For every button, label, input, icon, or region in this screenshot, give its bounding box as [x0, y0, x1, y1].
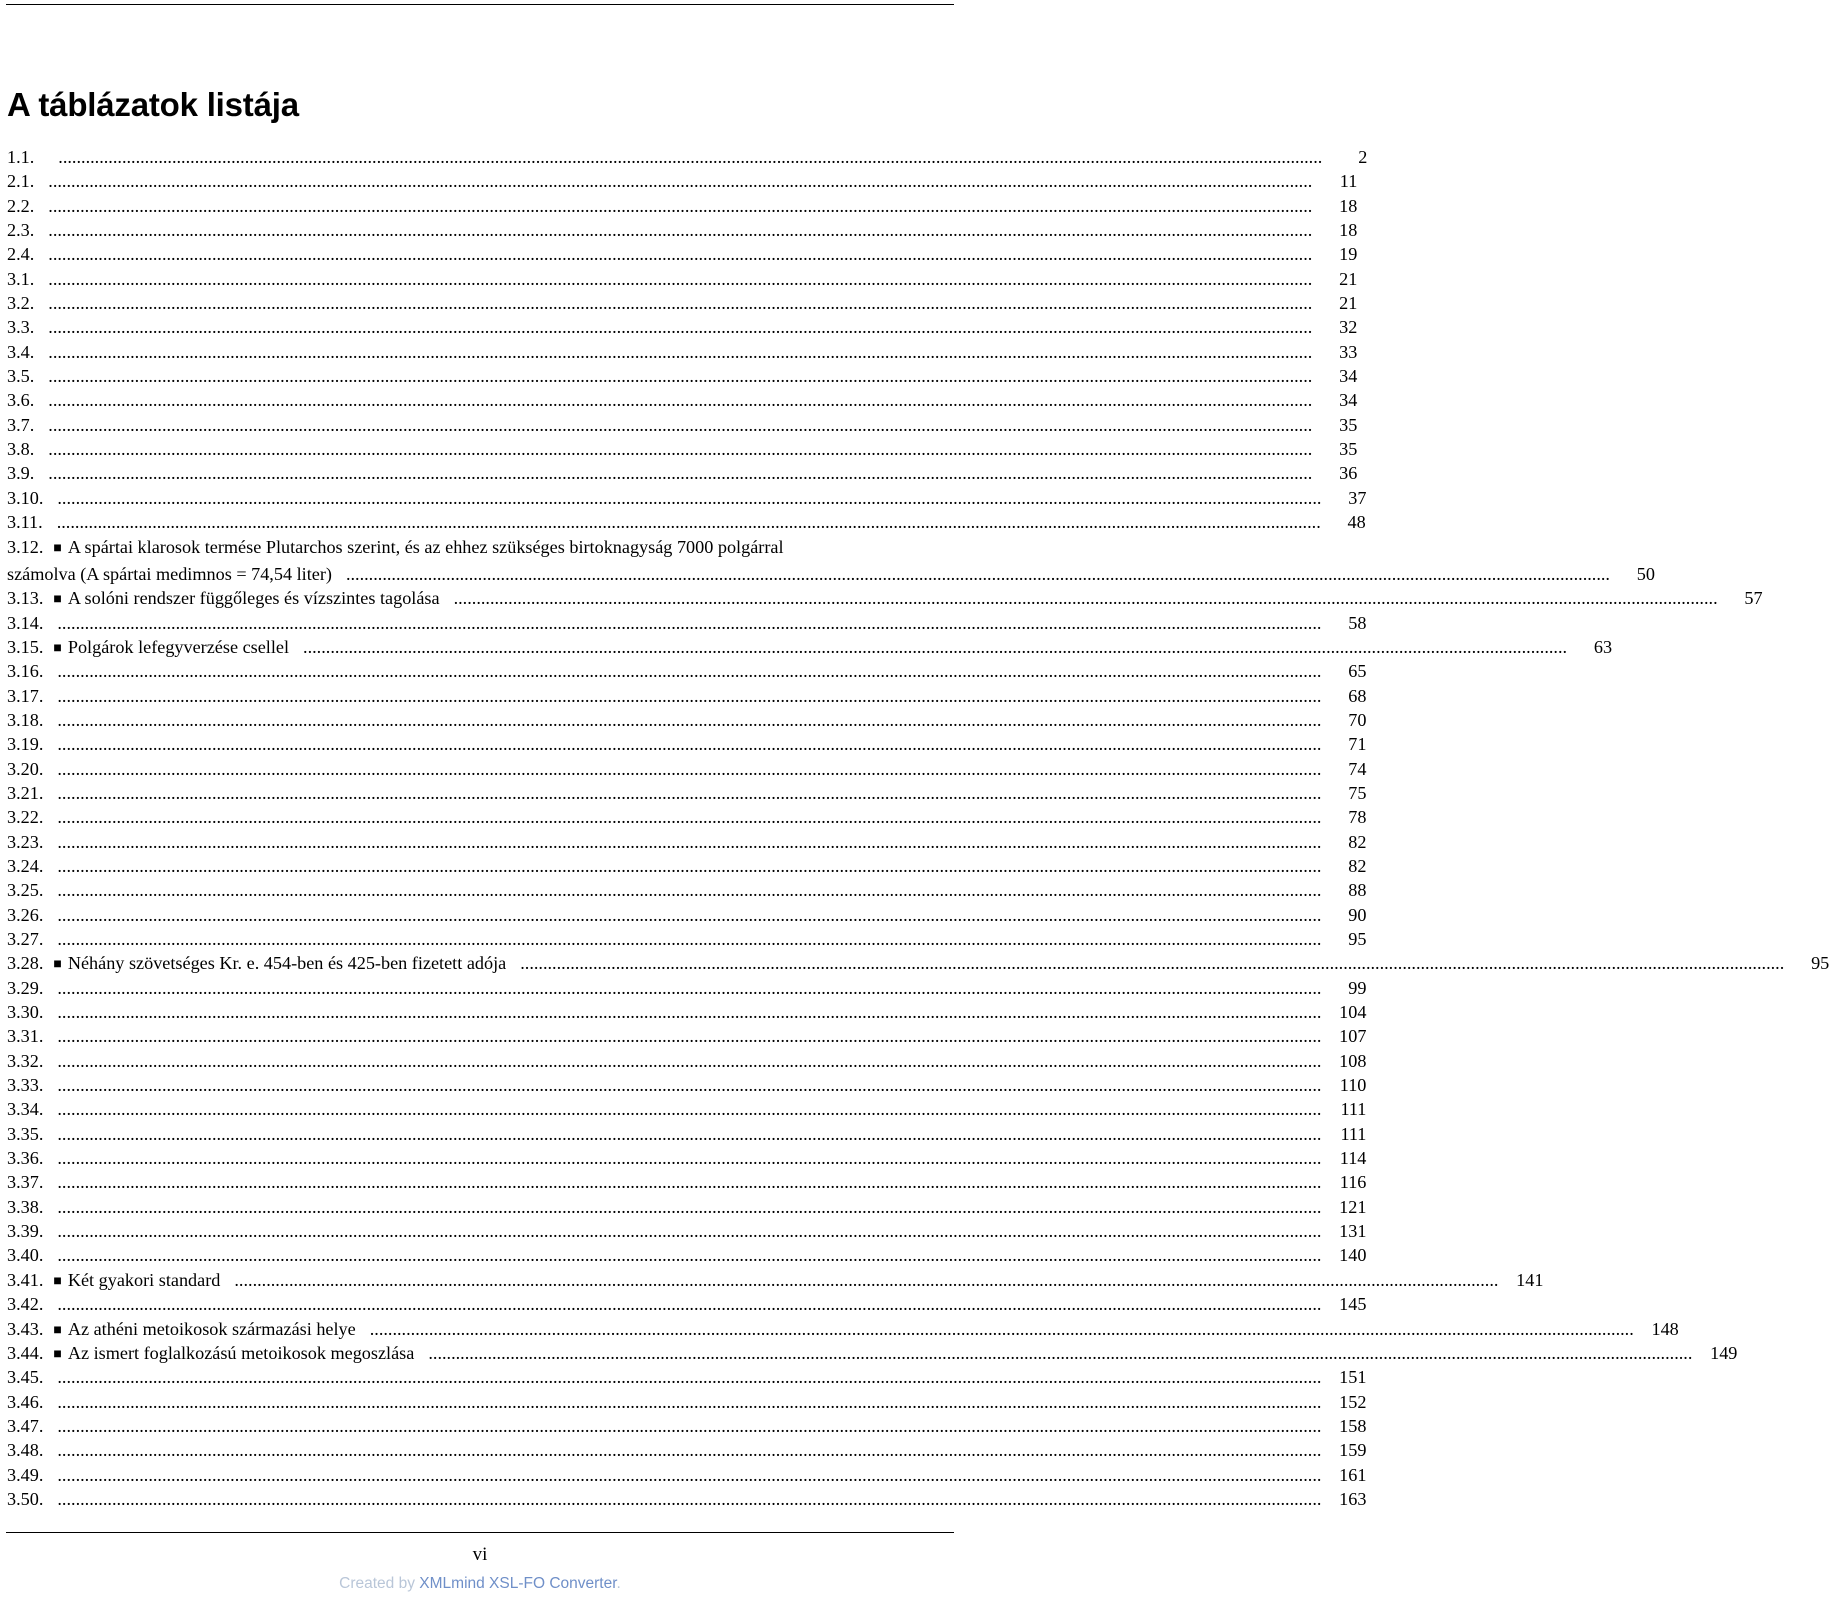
toc-entry[interactable]: [7, 586, 1763, 610]
entry-page: 90: [1348, 904, 1367, 925]
dot-leader: ......................................................................................................................................................................................................................................................................................: [48, 244, 1313, 265]
entry-page: 32: [1339, 317, 1358, 338]
entry-number: 3.37.: [7, 1172, 44, 1193]
entry-page: 34: [1339, 390, 1358, 411]
dot-leader: ......................................................................................................................................................................................................................................................................................: [345, 563, 1610, 584]
toc-entry[interactable]: [7, 635, 1613, 659]
entry-number: 3.28.: [7, 953, 44, 974]
dot-leader: ......................................................................................................................................................................................................................................................................................: [57, 880, 1322, 901]
toc-entry[interactable]: [7, 1243, 1367, 1267]
dot-leader: ......................................................................................................................................................................................................................................................................................: [57, 1391, 1322, 1412]
toc-entry[interactable]: [7, 805, 1367, 829]
entry-number: 3.22.: [7, 807, 44, 828]
entry-number: 3.32.: [7, 1050, 44, 1071]
entry-number: 3.21.: [7, 782, 44, 803]
dot-leader: ......................................................................................................................................................................................................................................................................................: [56, 512, 1321, 533]
entry-page: 111: [1340, 1123, 1367, 1144]
dot-leader: ......................................................................................................................................................................................................................................................................................: [520, 953, 1785, 974]
entry-page: 152: [1339, 1391, 1367, 1412]
footer-rule: [6, 1532, 954, 1533]
dot-leader: ......................................................................................................................................................................................................................................................................................: [57, 1123, 1322, 1144]
entry-page: 151: [1339, 1367, 1367, 1388]
toc-entry[interactable]: [7, 535, 1655, 587]
entry-number: 3.3.: [7, 317, 35, 338]
dot-leader: ......................................................................................................................................................................................................................................................................................: [57, 685, 1322, 706]
entry-page: 50: [1636, 563, 1655, 584]
entry-page: 35: [1339, 439, 1358, 460]
entry-number: 3.5.: [7, 366, 35, 387]
entry-page: 48: [1347, 512, 1366, 533]
entry-page: 2: [1358, 147, 1368, 167]
dot-leader: ......................................................................................................................................................................................................................................................................................: [48, 195, 1313, 216]
entry-page: 114: [1339, 1148, 1367, 1169]
entry-page: 88: [1348, 880, 1367, 901]
entry-number: 3.50.: [7, 1488, 44, 1509]
entry-number: 3.46.: [7, 1391, 44, 1412]
entry-number: 3.25.: [7, 880, 44, 901]
entry-page: 104: [1339, 1002, 1367, 1023]
entry-page: 63: [1593, 636, 1613, 657]
dot-leader: ......................................................................................................................................................................................................................................................................................: [57, 1148, 1322, 1169]
toc-entry[interactable]: [7, 1122, 1367, 1146]
entry-number: 2.3.: [7, 220, 35, 241]
entry-number: 3.47.: [7, 1415, 44, 1436]
entry-number: 3.18.: [7, 709, 44, 730]
toc-entry[interactable]: [7, 413, 1358, 437]
entry-number: 3.42.: [7, 1294, 44, 1315]
toc-entry[interactable]: [7, 1195, 1367, 1219]
dot-leader: ......................................................................................................................................................................................................................................................................................: [428, 1342, 1693, 1363]
entry-page: 108: [1339, 1050, 1367, 1071]
entry-number: 3.33.: [7, 1075, 44, 1096]
entry-number: 3.27.: [7, 929, 44, 949]
dot-leader: ......................................................................................................................................................................................................................................................................................: [57, 612, 1322, 633]
entry-number: 3.8.: [7, 439, 35, 460]
entry-number: 3.31.: [7, 1026, 44, 1047]
dot-leader: ......................................................................................................................................................................................................................................................................................: [57, 831, 1322, 852]
dot-leader: ......................................................................................................................................................................................................................................................................................: [57, 709, 1322, 730]
toc-entry[interactable]: [7, 1024, 1367, 1048]
entry-page: 131: [1339, 1221, 1367, 1242]
entry-caption: A spártai klarosok termése Plutarchos szerint, és az ehhez szükséges birtoknagyság 7000 polgárral: [67, 536, 784, 557]
entry-page: 159: [1339, 1440, 1367, 1461]
toc-entry[interactable]: [7, 684, 1367, 708]
dot-leader: ......................................................................................................................................................................................................................................................................................: [48, 268, 1313, 289]
entry-number: 3.44.: [7, 1342, 44, 1363]
toc-entry-first-line: [7, 535, 862, 562]
entry-number: 3.41.: [7, 1269, 44, 1290]
toc-entry[interactable]: [7, 1000, 1367, 1024]
entry-marker-icon: ■: [53, 1322, 62, 1338]
entry-number: 3.29.: [7, 977, 44, 998]
page-number: vi: [472, 1544, 488, 1565]
entry-number: 3.30.: [7, 1002, 44, 1023]
entry-page: 116: [1339, 1172, 1367, 1193]
entry-number: 2.2.: [7, 195, 35, 216]
toc-entry[interactable]: [7, 169, 1358, 193]
dot-leader: ......................................................................................................................................................................................................................................................................................: [48, 317, 1313, 338]
entry-page: 99: [1348, 977, 1367, 998]
entry-caption: A solóni rendszer függőleges és vízszintes tagolása: [67, 588, 440, 609]
toc-entry[interactable]: [7, 951, 1829, 975]
toc-entry[interactable]: [7, 903, 1367, 927]
toc-entry[interactable]: [7, 830, 1367, 854]
dot-leader: ......................................................................................................................................................................................................................................................................................: [57, 1026, 1322, 1047]
dot-leader: ......................................................................................................................................................................................................................................................................................: [57, 1488, 1322, 1509]
converter-credit: [0, 1574, 960, 1594]
dot-leader: ......................................................................................................................................................................................................................................................................................: [57, 661, 1322, 682]
toc-entry[interactable]: [7, 781, 1367, 805]
entry-number: 3.23.: [7, 831, 44, 852]
dot-leader: ......................................................................................................................................................................................................................................................................................: [57, 734, 1322, 755]
entry-number: 3.34.: [7, 1099, 44, 1120]
toc-entry[interactable]: [7, 437, 1358, 461]
entry-page: 58: [1348, 612, 1367, 633]
toc-entry[interactable]: [7, 364, 1358, 388]
toc-entry[interactable]: [7, 218, 1358, 242]
entry-page: 33: [1339, 341, 1358, 362]
entry-number: 3.7.: [7, 414, 35, 435]
entry-number: 3.24.: [7, 855, 44, 876]
credit-prefix: Created by: [339, 1575, 420, 1592]
entry-page: 36: [1339, 463, 1358, 484]
toc-entry[interactable]: [7, 927, 1367, 951]
entry-number: 3.36.: [7, 1148, 44, 1169]
dot-leader: ......................................................................................................................................................................................................................................................................................: [57, 1294, 1322, 1315]
toc-entry[interactable]: [7, 878, 1367, 902]
dot-leader: ......................................................................................................................................................................................................................................................................................: [369, 1318, 1634, 1339]
entry-number: 2.4.: [7, 244, 35, 265]
toc-entry[interactable]: [7, 1097, 1367, 1121]
dot-leader: ......................................................................................................................................................................................................................................................................................: [57, 1415, 1322, 1436]
entry-page: 145: [1339, 1294, 1367, 1315]
toc-entry[interactable]: [7, 388, 1358, 412]
toc-entry[interactable]: [7, 486, 1367, 510]
entry-number: 2.1.: [7, 171, 35, 192]
toc-entry[interactable]: [7, 757, 1367, 781]
dot-leader: ......................................................................................................................................................................................................................................................................................: [303, 636, 1568, 657]
entry-page: 82: [1348, 831, 1367, 852]
credit-product: XMLmind XSL-FO Converter: [419, 1575, 617, 1592]
toc-entry[interactable]: [7, 315, 1358, 339]
entry-caption: Polgárok lefegyverzése csellel: [67, 636, 290, 657]
entry-number: 3.1.: [7, 268, 35, 289]
toc-entry[interactable]: [7, 510, 1366, 534]
toc-entry[interactable]: [7, 1438, 1367, 1462]
entry-caption: Az ismert foglalkozású metoikosok megoszlása: [67, 1342, 415, 1363]
toc-entry[interactable]: [7, 1049, 1367, 1073]
entry-page: 21: [1339, 268, 1358, 289]
entry-caption: Az athéni metoikosok származási helye: [67, 1318, 356, 1339]
toc-entry[interactable]: [7, 1219, 1367, 1243]
dot-leader: ......................................................................................................................................................................................................................................................................................: [58, 147, 1323, 167]
entry-page: 78: [1348, 807, 1367, 828]
dot-leader: ......................................................................................................................................................................................................................................................................................: [48, 171, 1313, 192]
dot-leader: ......................................................................................................................................................................................................................................................................................: [57, 1464, 1322, 1485]
dot-leader: ......................................................................................................................................................................................................................................................................................: [57, 1221, 1322, 1242]
entry-marker-icon: ■: [53, 1346, 62, 1362]
toc-entry[interactable]: [7, 340, 1358, 364]
entry-number: 3.9.: [7, 463, 35, 484]
entry-page: 37: [1348, 487, 1367, 508]
entry-page: 65: [1348, 661, 1367, 682]
entry-page: 110: [1339, 1075, 1367, 1096]
toc-entry-second-line: [7, 562, 1655, 586]
entry-number: 3.11.: [7, 512, 43, 533]
toc-entry[interactable]: [7, 732, 1367, 756]
entry-number: 3.14.: [7, 612, 44, 633]
dot-leader: ......................................................................................................................................................................................................................................................................................: [57, 929, 1322, 949]
entry-number: 3.43.: [7, 1318, 44, 1339]
toc-entry[interactable]: [7, 1487, 1367, 1511]
entry-number: 3.6.: [7, 390, 35, 411]
toc-entry[interactable]: [7, 1341, 1738, 1365]
entry-page: 163: [1339, 1488, 1367, 1509]
entry-page: 148: [1651, 1318, 1679, 1339]
entry-page: 121: [1339, 1196, 1367, 1217]
entry-page: 111: [1340, 1099, 1367, 1120]
dot-leader: ......................................................................................................................................................................................................................................................................................: [57, 1172, 1322, 1193]
toc-entry[interactable]: [7, 145, 1368, 169]
entry-page: 107: [1339, 1026, 1367, 1047]
toc-entry[interactable]: [7, 242, 1358, 266]
toc-entry[interactable]: [7, 854, 1367, 878]
entry-caption: Két gyakori standard: [67, 1269, 221, 1290]
entry-caption: Néhány szövetséges Kr. e. 454-ben és 425-ben fizetett adója: [67, 953, 507, 974]
header-rule: [6, 4, 954, 5]
entry-number: 3.16.: [7, 661, 44, 682]
dot-leader: ......................................................................................................................................................................................................................................................................................: [57, 807, 1322, 828]
toc-entry[interactable]: [7, 194, 1358, 218]
entry-number: 3.35.: [7, 1123, 44, 1144]
entry-number: 3.4.: [7, 341, 35, 362]
entry-page: 68: [1348, 685, 1367, 706]
entry-number: 3.19.: [7, 734, 44, 755]
entry-page: 35: [1339, 414, 1358, 435]
dot-leader: ......................................................................................................................................................................................................................................................................................: [48, 293, 1313, 314]
entry-caption-continued: számolva (A spártai medimnos = 74,54 liter): [7, 563, 332, 584]
entry-number: 3.49.: [7, 1464, 44, 1485]
entry-number: 3.2.: [7, 293, 35, 314]
toc-entry[interactable]: [7, 291, 1358, 315]
entry-marker-icon: ■: [53, 957, 62, 973]
entry-number: 3.26.: [7, 904, 44, 925]
toc-entry[interactable]: [7, 1292, 1367, 1316]
toc-entry[interactable]: [7, 1146, 1367, 1170]
dot-leader: ......................................................................................................................................................................................................................................................................................: [48, 463, 1313, 484]
entry-number: 3.38.: [7, 1196, 44, 1217]
entry-marker-icon: ■: [53, 540, 62, 556]
entry-page: 82: [1348, 855, 1367, 876]
entry-page: 74: [1348, 758, 1367, 779]
dot-leader: ......................................................................................................................................................................................................................................................................................: [57, 855, 1322, 876]
entry-page: 18: [1339, 195, 1358, 216]
toc-entry[interactable]: [7, 1390, 1367, 1414]
entry-page: 18: [1339, 220, 1358, 241]
toc-entry[interactable]: [7, 1073, 1367, 1097]
dot-leader: ......................................................................................................................................................................................................................................................................................: [57, 1002, 1322, 1023]
entry-number: 3.17.: [7, 685, 44, 706]
entry-number: 3.39.: [7, 1221, 44, 1242]
dot-leader: ......................................................................................................................................................................................................................................................................................: [57, 1245, 1322, 1266]
entry-page: 75: [1348, 782, 1367, 803]
credit-suffix: .: [616, 1575, 621, 1592]
entry-page: 140: [1339, 1245, 1367, 1266]
dot-leader: ......................................................................................................................................................................................................................................................................................: [48, 366, 1313, 387]
dot-leader: ......................................................................................................................................................................................................................................................................................: [57, 782, 1322, 803]
dot-leader: ......................................................................................................................................................................................................................................................................................: [57, 758, 1322, 779]
dot-leader: ......................................................................................................................................................................................................................................................................................: [57, 977, 1322, 998]
entry-number: 3.20.: [7, 758, 44, 779]
dot-leader: ......................................................................................................................................................................................................................................................................................: [48, 414, 1313, 435]
entry-number: 3.48.: [7, 1440, 44, 1461]
entry-marker-icon: ■: [53, 1273, 62, 1289]
dot-leader: ......................................................................................................................................................................................................................................................................................: [453, 588, 1718, 609]
entry-marker-icon: ■: [53, 592, 62, 608]
entry-page: 95: [1811, 953, 1829, 974]
dot-leader: ......................................................................................................................................................................................................................................................................................: [57, 1050, 1322, 1071]
entry-page: 19: [1339, 244, 1358, 265]
entry-page: 161: [1339, 1464, 1367, 1485]
dot-leader: ......................................................................................................................................................................................................................................................................................: [48, 220, 1313, 241]
dot-leader: ......................................................................................................................................................................................................................................................................................: [57, 1440, 1322, 1461]
entry-number: 3.10.: [7, 487, 44, 508]
entry-page: 158: [1339, 1415, 1367, 1436]
toc-entry[interactable]: [7, 1170, 1367, 1194]
entry-number: 1.1.: [7, 147, 35, 167]
dot-leader: ......................................................................................................................................................................................................................................................................................: [57, 1367, 1322, 1388]
dot-leader: ......................................................................................................................................................................................................................................................................................: [57, 904, 1322, 925]
toc-entry[interactable]: [7, 611, 1367, 635]
entry-number: 3.15.: [7, 636, 44, 657]
entry-number: 3.12.: [7, 536, 44, 557]
entry-page: 149: [1710, 1342, 1738, 1363]
entry-page: 70: [1348, 709, 1367, 730]
entry-page: 11: [1339, 171, 1358, 192]
toc-entry[interactable]: [7, 267, 1358, 291]
toc-entry[interactable]: [7, 659, 1367, 683]
dot-leader: ......................................................................................................................................................................................................................................................................................: [234, 1269, 1499, 1290]
entry-page: 21: [1339, 293, 1358, 314]
dot-leader: ......................................................................................................................................................................................................................................................................................: [48, 439, 1313, 460]
entry-number: 3.13.: [7, 588, 44, 609]
toc-entry[interactable]: [7, 1463, 1367, 1487]
toc-entry[interactable]: [7, 976, 1367, 1000]
toc-entry[interactable]: [7, 1268, 1544, 1292]
entry-marker-icon: ■: [53, 640, 62, 656]
dot-leader: ......................................................................................................................................................................................................................................................................................: [57, 487, 1322, 508]
entry-page: 34: [1339, 366, 1358, 387]
dot-leader: ......................................................................................................................................................................................................................................................................................: [57, 1099, 1322, 1120]
entry-page: 141: [1516, 1269, 1544, 1290]
toc-entry[interactable]: [7, 1317, 1679, 1341]
dot-leader: ......................................................................................................................................................................................................................................................................................: [57, 1075, 1322, 1096]
dot-leader: ......................................................................................................................................................................................................................................................................................: [48, 390, 1313, 411]
toc-entry[interactable]: [7, 1365, 1367, 1389]
toc-entry[interactable]: [7, 461, 1358, 485]
toc-entry[interactable]: [7, 1414, 1367, 1438]
list-of-tables: [7, 145, 1829, 1511]
dot-leader: ......................................................................................................................................................................................................................................................................................: [48, 341, 1313, 362]
entry-number: 3.45.: [7, 1367, 44, 1388]
entry-page: 95: [1348, 929, 1367, 949]
entry-number: 3.40.: [7, 1245, 44, 1266]
dot-leader: ......................................................................................................................................................................................................................................................................................: [57, 1196, 1322, 1217]
page-title: A táblázatok listája: [7, 86, 299, 123]
entry-page: 71: [1348, 734, 1367, 755]
toc-entry[interactable]: [7, 708, 1367, 732]
entry-page: 57: [1744, 588, 1763, 609]
